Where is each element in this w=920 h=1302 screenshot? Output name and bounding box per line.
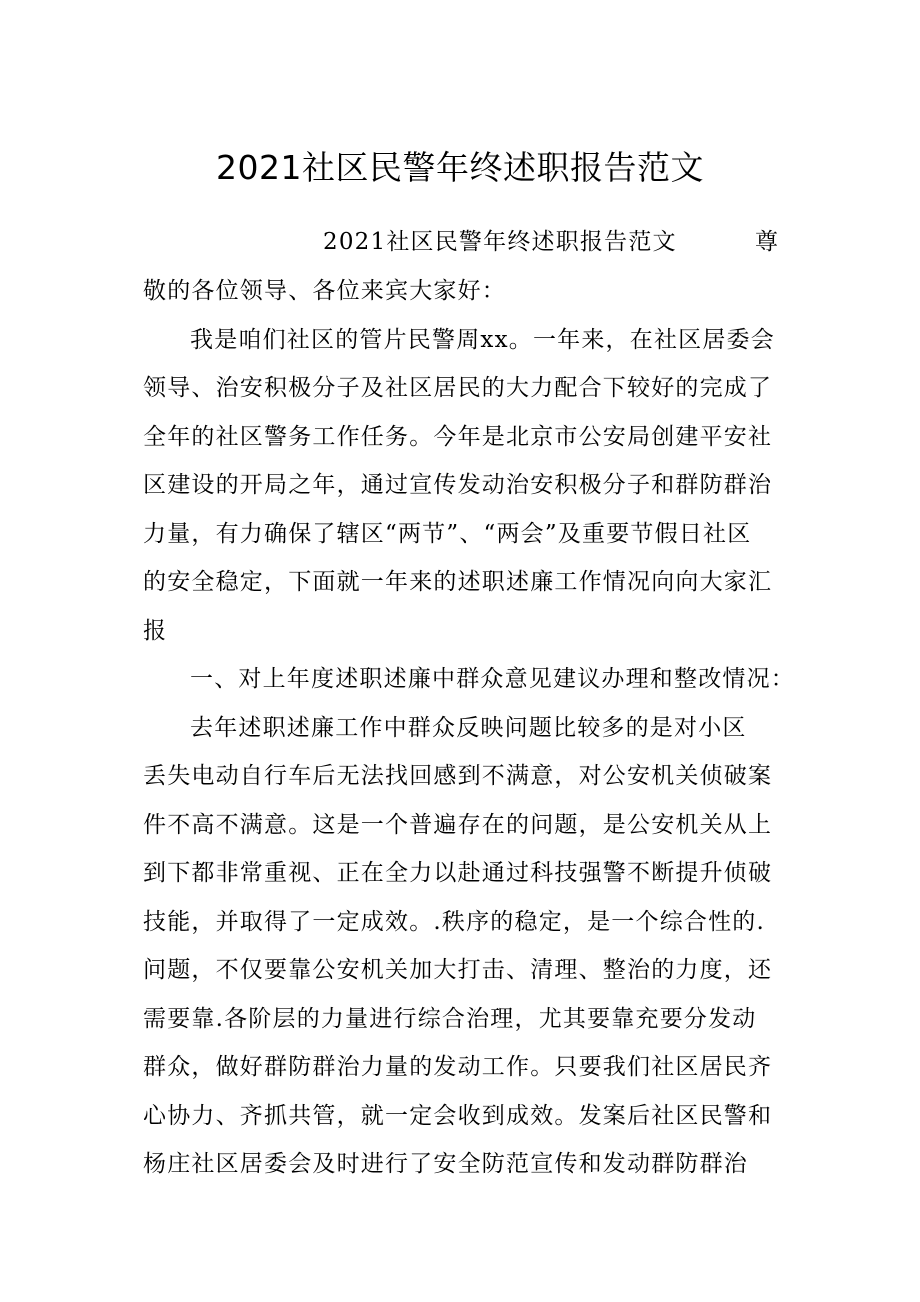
body-line: 的安全稳定，下面就一年来的述职述廉工作情况向向大家汇 [143,569,773,595]
body-line: 领导、治安积极分子及社区居民的大力配合下较好的完成了 [143,375,773,401]
body-line: 件不高不满意。这是一个普遍存在的问题，是公安机关从上 [143,812,773,838]
body-line: 2021社区民警年终述职报告范文 [323,229,677,255]
body-line: 全年的社区警务工作任务。今年是北京市公安局创建平安社 [143,424,773,450]
document-title: 2021社区民警年终述职报告范文 [216,148,704,187]
body-line: 一、对上年度述职述廉中群众意见建议办理和整改情况： [190,666,795,692]
body-line: 问题，不仅要靠公安机关加大打击、清理、整治的力度，还 [143,957,773,983]
body-line: 技能，并取得了一定成效。.秩序的稳定，是一个综合性的. [143,909,766,935]
body-line: 需要靠.各阶层的力量进行综合治理，尤其要靠充要分发动 [143,1006,757,1032]
body-line: 丢失电动自行车后无法找回感到不满意，对公安机关侦破案 [143,763,773,789]
body-line: 力量，有力确保了辖区“两节”、“两会”及重要节假日社区 [143,521,752,547]
body-line: 心协力、齐抓共管，就一定会收到成效。发案后社区民警和 [143,1103,773,1129]
body-line: 去年述职述廉工作中群众反映问题比较多的是对小区 [190,715,747,741]
body-line: 敬的各位领导、各位来宾大家好： [143,278,506,304]
body-line: 群众，做好群防群治力量的发动工作。只要我们社区居民齐 [143,1054,773,1080]
body-line: 区建设的开局之年，通过宣传发动治安积极分子和群防群治 [143,472,773,498]
body-line: 到下都非常重视、正在全力以赴通过科技强警不断提升侦破 [143,860,773,886]
body-line: 我是咱们社区的管片民警周xx。一年来，在社区居委会 [190,327,775,353]
body-line: 杨庄社区居委会及时进行了安全防范宣传和发动群防群治 [143,1151,748,1177]
body-line: 尊 [755,229,780,255]
body-line: 报 [143,618,168,644]
